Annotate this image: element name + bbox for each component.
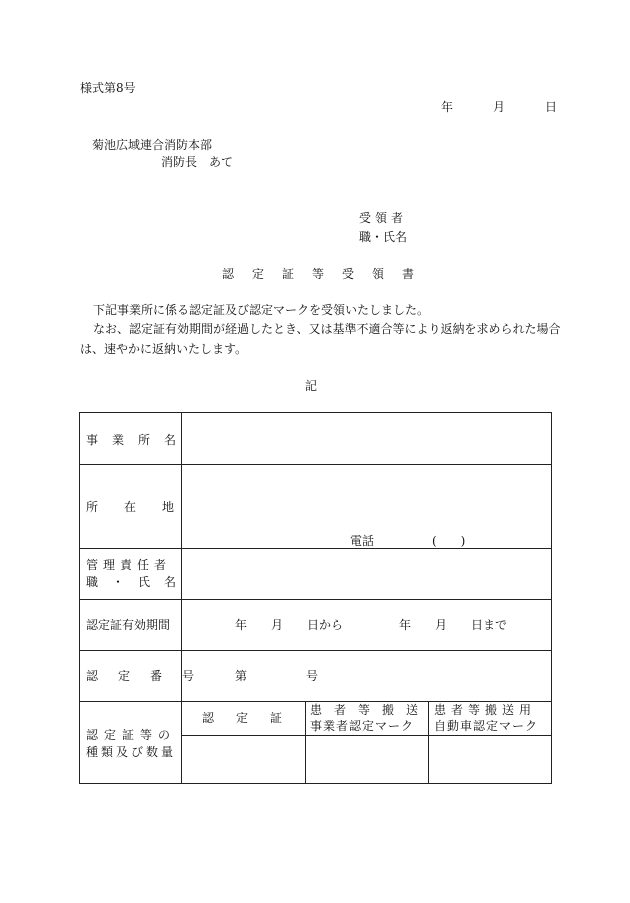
row-divider bbox=[80, 650, 551, 651]
validity-from: 年 月 日から bbox=[235, 618, 344, 632]
manager-label-line-2: 職・氏名 bbox=[86, 575, 191, 589]
col-vehicle-header-line-1: 患者等搬送用 bbox=[434, 703, 537, 717]
body-line-1: 下記事業所に係る認定証及び認定マークを受領いたしました。 bbox=[93, 303, 430, 317]
vehicle-mark-quantity-field[interactable] bbox=[429, 736, 552, 783]
manager-label-line-1: 管理責任者 bbox=[86, 558, 172, 572]
number-suffix: 号 bbox=[306, 669, 319, 683]
office-name-field[interactable] bbox=[182, 413, 552, 463]
mark-quantity-field[interactable] bbox=[306, 736, 427, 783]
row-divider bbox=[80, 599, 551, 600]
validity-label: 認定証有効期間 bbox=[86, 618, 171, 632]
date-day: 日 bbox=[545, 100, 558, 114]
receiver-label: 受領者 bbox=[359, 211, 408, 225]
date-month: 月 bbox=[493, 100, 506, 114]
recipient-organization: 菊池広域連合消防本部 bbox=[92, 138, 213, 152]
certificate-quantity-field[interactable] bbox=[182, 736, 304, 783]
validity-to: 年 月 日まで bbox=[399, 618, 508, 632]
col-mark-header-line-1: 患者等搬送 bbox=[310, 703, 431, 717]
col-certificate-header: 認定証 bbox=[202, 711, 305, 725]
col-vehicle-header-line-2: 自動車認定マーク bbox=[434, 719, 539, 733]
phone-paren: ( ) bbox=[432, 534, 466, 548]
col-mark-header-line-2: 事業者認定マーク bbox=[310, 719, 415, 733]
office-name-label-text: 事業所名 bbox=[86, 433, 191, 447]
document-title: 認定証等受領書 bbox=[222, 267, 433, 281]
kinds-label-line-2: 種類及び数量 bbox=[86, 745, 177, 759]
row-divider bbox=[80, 701, 551, 702]
office-name-label bbox=[86, 433, 191, 447]
location-label: 所在地 bbox=[86, 500, 201, 514]
recipient-title: 消防長 あて bbox=[161, 155, 234, 169]
date-line bbox=[441, 101, 557, 113]
receiver-name-label: 職・氏名 bbox=[359, 230, 408, 244]
manager-field[interactable] bbox=[182, 549, 552, 599]
ki-heading: 記 bbox=[305, 379, 318, 393]
body-line-2: なお、認定証有効期間が経過したとき、又は基準不適合等により返納を求められた場合 bbox=[93, 322, 561, 336]
date-year: 年 bbox=[441, 100, 454, 114]
number-prefix: 第 bbox=[235, 669, 248, 683]
number-label: 認定番号 bbox=[86, 669, 215, 683]
kinds-label-line-1: 認定証等の bbox=[86, 728, 177, 742]
form-table bbox=[79, 412, 552, 784]
form-number: 様式第8号 bbox=[80, 81, 136, 95]
phone-label: 電話 bbox=[350, 534, 375, 548]
body-line-3: は、速やかに返納いたします。 bbox=[80, 342, 248, 356]
